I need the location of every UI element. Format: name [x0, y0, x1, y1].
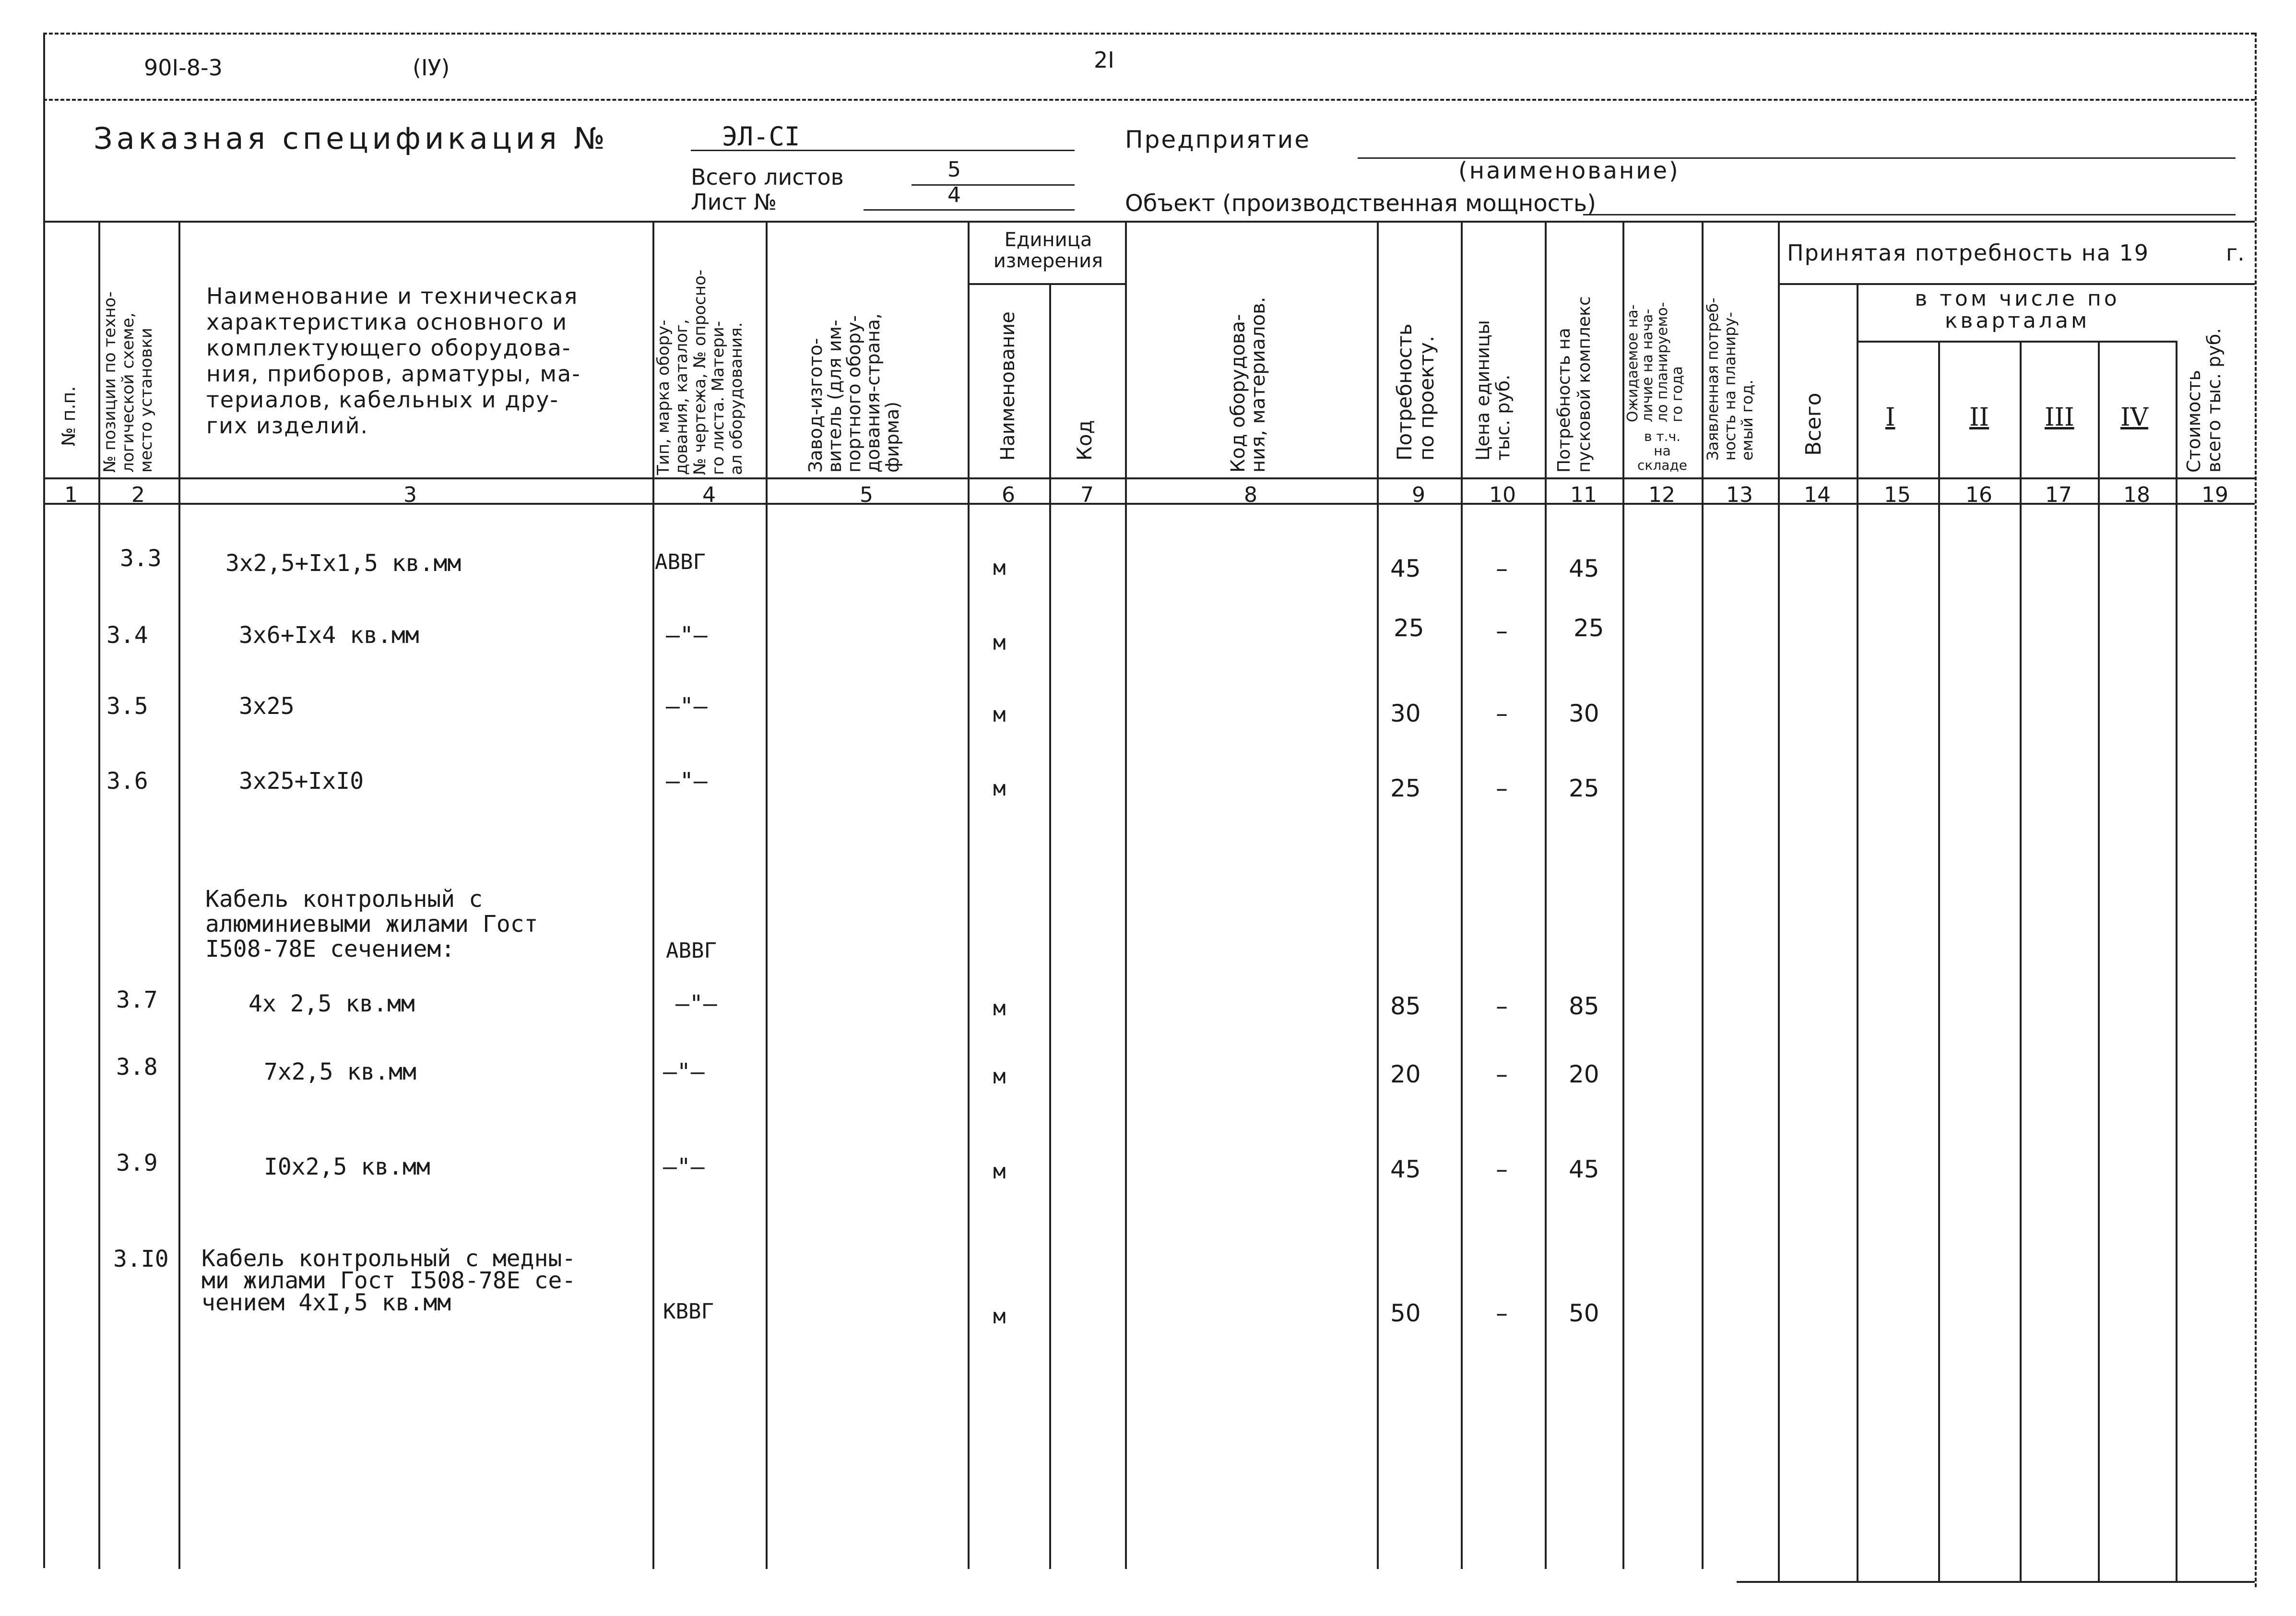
- col-sep: [1622, 221, 1624, 1569]
- col11-line: пусковой комплекс: [1574, 296, 1594, 473]
- start-qty-cell: 20: [1569, 1060, 1599, 1088]
- col-sep: [1461, 221, 1463, 1569]
- col10-line: тыс. руб.: [1492, 374, 1514, 461]
- spec-number-underline: [691, 150, 1075, 151]
- col3-line: гих изделий.: [206, 413, 369, 439]
- section-number: (IУ): [413, 55, 450, 81]
- price-cell: –: [1496, 774, 1508, 802]
- col19-line: Стоимость: [2183, 370, 2204, 473]
- unit-cell: м: [993, 630, 1006, 655]
- col2-header: [101, 291, 155, 473]
- col18-header: IV: [2120, 403, 2149, 432]
- position-cell: 3.4: [107, 622, 148, 649]
- unit-group-line: [968, 283, 1126, 285]
- type-cell: –"–: [663, 1058, 705, 1085]
- col12-line: ло планируемо-: [1654, 302, 1671, 422]
- col17-header: III: [2045, 403, 2074, 432]
- col-number: 4: [702, 483, 716, 507]
- col5-line: фирма): [882, 401, 903, 473]
- col19-header: [2184, 328, 2224, 473]
- col-number: 5: [860, 483, 873, 507]
- col-number: 15: [1884, 483, 1911, 507]
- type-cell: АВВГ: [655, 550, 706, 574]
- col-number: 13: [1726, 483, 1753, 507]
- group-heading-line: алюминиевыми жилами Гост: [205, 911, 538, 938]
- col2-line: логической схеме,: [118, 312, 138, 473]
- sheets-total-label: Всего листов: [691, 164, 844, 190]
- col4-line: Тип, марка обору-: [654, 320, 673, 475]
- col-sep: [2098, 341, 2100, 1581]
- col-sep: [2020, 341, 2022, 1581]
- col11-header: [1554, 296, 1595, 473]
- left-border: [43, 33, 45, 1568]
- name-line: ми жилами Гост I508-78Е се-: [201, 1267, 576, 1294]
- col4-line: го листа. Матери-: [709, 321, 728, 475]
- start-qty-cell: 25: [1569, 774, 1599, 802]
- price-cell: –: [1496, 1299, 1508, 1327]
- spec-number: ЭЛ-СI: [722, 121, 800, 152]
- accepted-header: Принятая потребность на 19: [1787, 240, 2150, 266]
- col12-sub-line: на: [1654, 443, 1671, 459]
- col-sep: [1049, 283, 1051, 1569]
- type-cell: КВВГ: [663, 1299, 714, 1324]
- col3-line: ния, приборов, арматуры, ма-: [206, 361, 581, 387]
- quarters-header: в том числе по кварталам: [1915, 286, 2120, 333]
- qty-cell: 30: [1390, 700, 1421, 727]
- table-top-line: [43, 221, 2255, 223]
- price-cell: –: [1496, 700, 1508, 727]
- page-number: 2I: [1094, 47, 1114, 73]
- col-number: 6: [1002, 483, 1015, 507]
- column-numbers-top-line: [43, 477, 2255, 479]
- unit-cell: м: [993, 1064, 1006, 1089]
- start-qty-cell: 25: [1574, 614, 1604, 642]
- col5-line: витель (для им-: [824, 320, 845, 473]
- col-sep: [1377, 221, 1379, 1569]
- doc-code: 90I-8-3: [144, 55, 223, 81]
- start-qty-cell: 85: [1569, 992, 1599, 1020]
- position-cell: 3.5: [107, 693, 148, 720]
- col-sep: [968, 221, 970, 1569]
- spec-title: Заказная спецификация №: [94, 121, 609, 156]
- position-cell: 3.6: [107, 768, 148, 795]
- price-cell: –: [1496, 555, 1508, 582]
- qty-cell: 85: [1390, 992, 1421, 1020]
- sheet-number-underline: [864, 209, 1075, 211]
- qty-cell: 25: [1390, 774, 1421, 802]
- group-heading-line: I508-78Е сечением:: [205, 936, 455, 962]
- right-border: [2255, 33, 2257, 1587]
- price-cell: –: [1496, 1060, 1508, 1088]
- name-cell: 3х6+Iх4 кв.мм: [239, 622, 419, 649]
- col13-line: ность на планиру-: [1721, 312, 1739, 461]
- col3-line: комплектующего оборудова-: [206, 335, 571, 361]
- price-cell: –: [1496, 1155, 1508, 1183]
- col2-line: № позиции по техно-: [100, 291, 119, 473]
- sheets-total-value: 5: [947, 157, 961, 182]
- type-cell: –"–: [666, 622, 708, 649]
- col16-header: II: [1969, 403, 1989, 432]
- qty-cell: 45: [1390, 555, 1421, 582]
- name-cell: 7х2,5 кв.мм: [264, 1058, 416, 1085]
- col-number: 9: [1412, 483, 1425, 507]
- col3-line: Наименование и техническая: [206, 283, 579, 309]
- quarters-line: [1857, 341, 2176, 343]
- sheet-label: Лист №: [691, 189, 777, 215]
- type-cell: –"–: [666, 768, 708, 795]
- name-line: чением 4хI,5 кв.мм: [201, 1289, 451, 1316]
- col-number: 12: [1648, 483, 1675, 507]
- col-sep: [1857, 283, 1858, 1581]
- sheets-total-underline: [911, 184, 1075, 186]
- col12-sub-line: в т.ч.: [1644, 428, 1681, 444]
- col5-line: портного обору-: [843, 315, 864, 473]
- enterprise-caption: (наименование): [1458, 157, 1680, 184]
- position-cell: 3.7: [116, 986, 158, 1013]
- col-sep: [766, 221, 768, 1569]
- col6-header: Наименование: [997, 311, 1019, 461]
- unit-cell: м: [993, 776, 1006, 801]
- col11-line: Потребность на: [1554, 328, 1574, 473]
- accepted-group-line: [1778, 283, 2255, 285]
- col9-line: Потребность: [1393, 323, 1416, 461]
- col-number: 17: [2045, 483, 2072, 507]
- col12-line: личие на нача-: [1639, 309, 1656, 422]
- col10-line: Цена единицы: [1472, 320, 1493, 461]
- col13-header: [1704, 297, 1756, 461]
- col-number: 7: [1080, 483, 1094, 507]
- price-cell: –: [1496, 992, 1508, 1020]
- position-cell: 3.I0: [113, 1246, 169, 1272]
- sheet-number-value: 4: [947, 183, 961, 207]
- col5-line: Завод-изгото-: [805, 338, 826, 473]
- object-underline: [1583, 214, 2236, 215]
- name-cell: 3х2,5+Iх1,5 кв.мм: [225, 550, 462, 577]
- enterprise-label: Предприятие: [1125, 126, 1311, 154]
- col-sep: [1125, 221, 1127, 1569]
- col-number: 14: [1804, 483, 1831, 507]
- group-heading-line: Кабель контрольный с: [205, 886, 483, 913]
- col12-line: го года: [1669, 366, 1686, 422]
- position-cell: 3.3: [120, 545, 162, 572]
- qty-cell: 20: [1390, 1060, 1421, 1088]
- col2-line: место установки: [137, 328, 156, 473]
- col12-header: [1625, 302, 1685, 422]
- col8-line: Код оборудова-: [1227, 314, 1249, 473]
- col13-line: Заявленная потреб-: [1704, 297, 1722, 461]
- col-sep: [1778, 221, 1780, 1581]
- col-number: 18: [2123, 483, 2150, 507]
- start-qty-cell: 45: [1569, 1155, 1599, 1183]
- type-cell: –"–: [663, 1153, 705, 1180]
- group-heading: [205, 887, 538, 962]
- col3-line: териалов, кабельных и дру-: [206, 387, 559, 413]
- col-number: 8: [1244, 483, 1257, 507]
- col-number: 1: [64, 483, 78, 507]
- position-cell: 3.8: [116, 1054, 158, 1081]
- col8-header: [1228, 297, 1268, 473]
- col19-line: всего тыс. руб.: [2203, 328, 2225, 473]
- price-cell: –: [1496, 617, 1508, 645]
- accepted-header-suffix: г.: [2226, 240, 2245, 266]
- qty-cell: 25: [1394, 614, 1424, 642]
- col-sep: [2176, 341, 2178, 1581]
- col9-header: [1394, 323, 1438, 461]
- col12-sub-line: складе: [1637, 457, 1687, 473]
- col-number: 2: [131, 483, 145, 507]
- type-cell: –"–: [666, 693, 708, 720]
- position-cell: 3.9: [116, 1150, 158, 1176]
- table-bottom-line: [1737, 1581, 2255, 1583]
- col8-line: ния, материалов.: [1247, 297, 1269, 473]
- col5-header: [806, 313, 902, 473]
- unit-cell: м: [993, 996, 1006, 1021]
- unit-cell: м: [993, 1304, 1006, 1329]
- unit-cell: м: [993, 1159, 1006, 1184]
- name-line: Кабель контрольный с медны-: [201, 1245, 576, 1272]
- col10-header: [1473, 320, 1513, 461]
- col-number: 16: [1965, 483, 1992, 507]
- start-qty-cell: 45: [1569, 555, 1599, 582]
- start-qty-cell: 30: [1569, 700, 1599, 727]
- col-number: 10: [1489, 483, 1516, 507]
- name-cell: 4х 2,5 кв.мм: [249, 990, 415, 1017]
- name-cell: I0х2,5 кв.мм: [264, 1153, 430, 1180]
- col-number: 19: [2201, 483, 2228, 507]
- col-number: 11: [1570, 483, 1597, 507]
- col12-subheader: [1624, 429, 1700, 473]
- name-cell: 3х25: [239, 693, 295, 720]
- col1-header: № п.п.: [58, 386, 79, 446]
- col-sep: [178, 221, 180, 1569]
- col12-line: Ожидаемое на-: [1624, 304, 1641, 422]
- col4-line: дования, каталог,: [672, 319, 691, 475]
- col3-header: [206, 283, 581, 439]
- col5-line: дования-страна,: [863, 313, 884, 473]
- unit-cell: м: [993, 556, 1006, 580]
- start-qty-cell: 50: [1569, 1299, 1599, 1327]
- unit-group-header: Единица измерения: [993, 229, 1103, 272]
- qty-cell: 50: [1390, 1299, 1421, 1327]
- col13-line: емый год.: [1738, 380, 1756, 461]
- col-number: 3: [403, 483, 417, 507]
- col7-header: Код: [1073, 420, 1096, 461]
- col3-line: характеристика основного и: [206, 309, 568, 335]
- top-border: [43, 33, 2255, 35]
- unit-cell: м: [993, 702, 1006, 727]
- name-cell: [201, 1245, 576, 1316]
- group-type-cell: АВВГ: [666, 939, 717, 963]
- name-cell: 3х25+IхI0: [239, 768, 364, 795]
- col4-header: [654, 270, 746, 475]
- qty-cell: 45: [1390, 1155, 1421, 1183]
- col-sep: [1545, 221, 1547, 1569]
- col-sep: [1938, 341, 1940, 1581]
- header-divider: [43, 99, 2255, 101]
- col15-header: I: [1885, 403, 1895, 432]
- type-cell: –"–: [675, 990, 717, 1017]
- col4-line: № чертежа, № опросно-: [690, 269, 710, 475]
- object-label: Объект (производственная мощность): [1125, 190, 1596, 217]
- col9-line: по проекту.: [1415, 335, 1438, 461]
- col14-header: Всего: [1801, 392, 1826, 456]
- col4-line: ал оборудования.: [727, 322, 746, 475]
